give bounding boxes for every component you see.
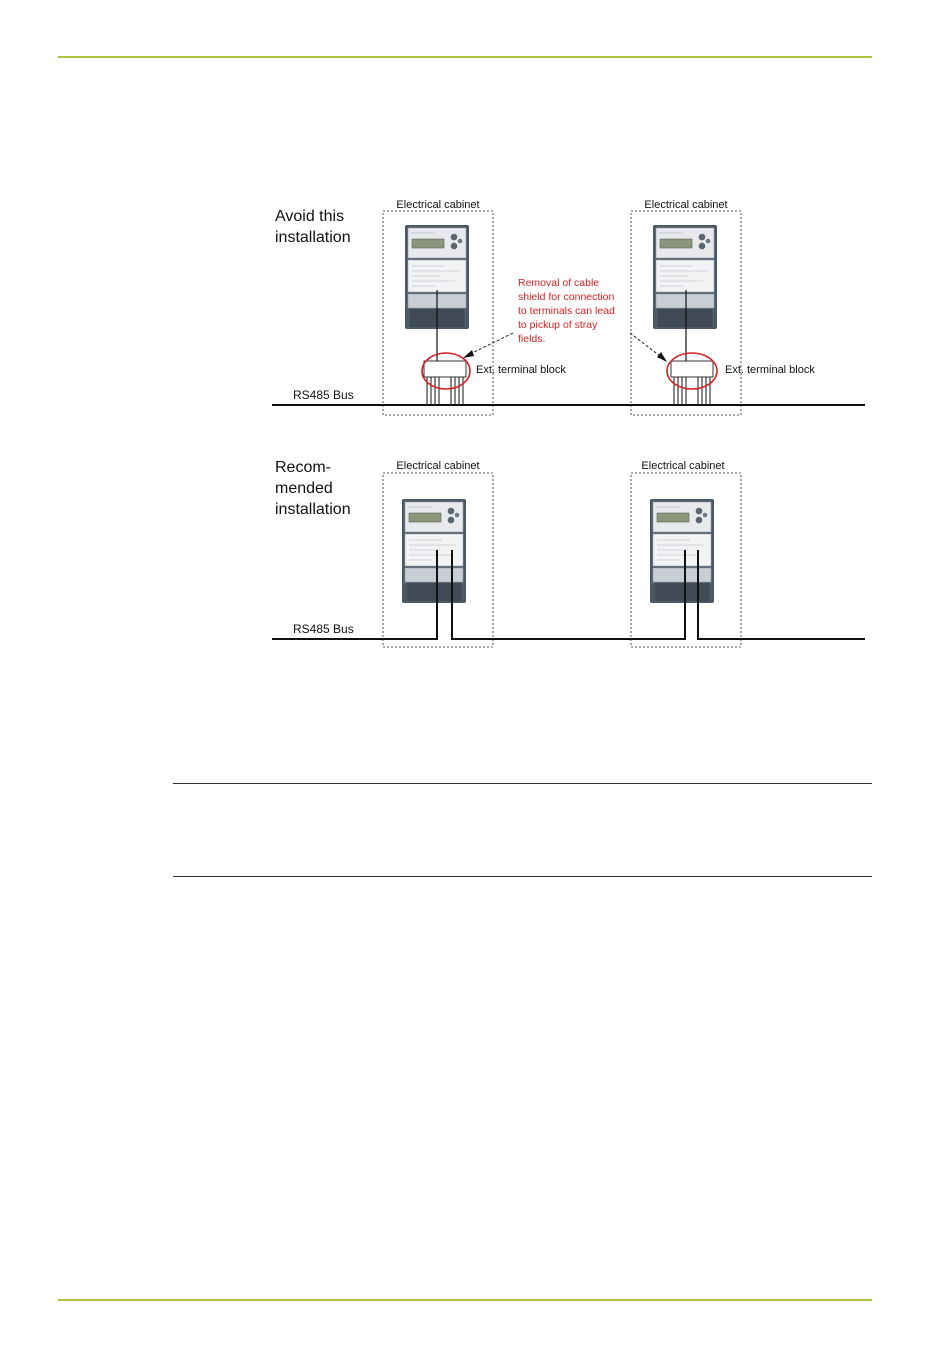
top-cabinet-right-label: Electrical cabinet (644, 199, 728, 211)
warning-line-4: to pickup of stray (518, 319, 598, 331)
top-terminal-block-left (424, 361, 466, 377)
warning-line-2: shield for connection (518, 291, 615, 303)
warning-line-1: Removal of cable (518, 277, 600, 289)
bottom-bus-label: RS485 Bus (293, 622, 354, 636)
bottom-meter-left (402, 499, 466, 603)
top-bus-label: RS485 Bus (293, 388, 354, 402)
top-cabinet-left-label: Electrical cabinet (396, 199, 480, 211)
top-terminal-right-label: Ext. terminal block (725, 364, 815, 376)
bottom-heading-line3: installation (275, 501, 351, 518)
top-wires-right (674, 377, 710, 404)
warning-line-5: fields. (518, 333, 546, 345)
bottom-cabinet-left-label: Electrical cabinet (396, 460, 480, 472)
warning-line-3: to terminals can lead (518, 305, 615, 317)
warning-arrow-left (466, 333, 513, 356)
top-heading-line1: Avoid this (275, 208, 345, 225)
top-heading-line2: installation (275, 229, 351, 246)
bottom-meter-right (650, 499, 714, 603)
top-terminal-block-right (671, 361, 713, 377)
top-meter-right (653, 225, 717, 329)
bottom-heading-line2: mended (275, 480, 333, 497)
bottom-cabinet-right-label: Electrical cabinet (641, 460, 725, 472)
bottom-bus-out (698, 550, 865, 639)
bottom-heading-line1: Recom- (275, 459, 332, 476)
top-wires-left (427, 377, 463, 404)
top-terminal-left-label: Ext. terminal block (476, 364, 566, 376)
